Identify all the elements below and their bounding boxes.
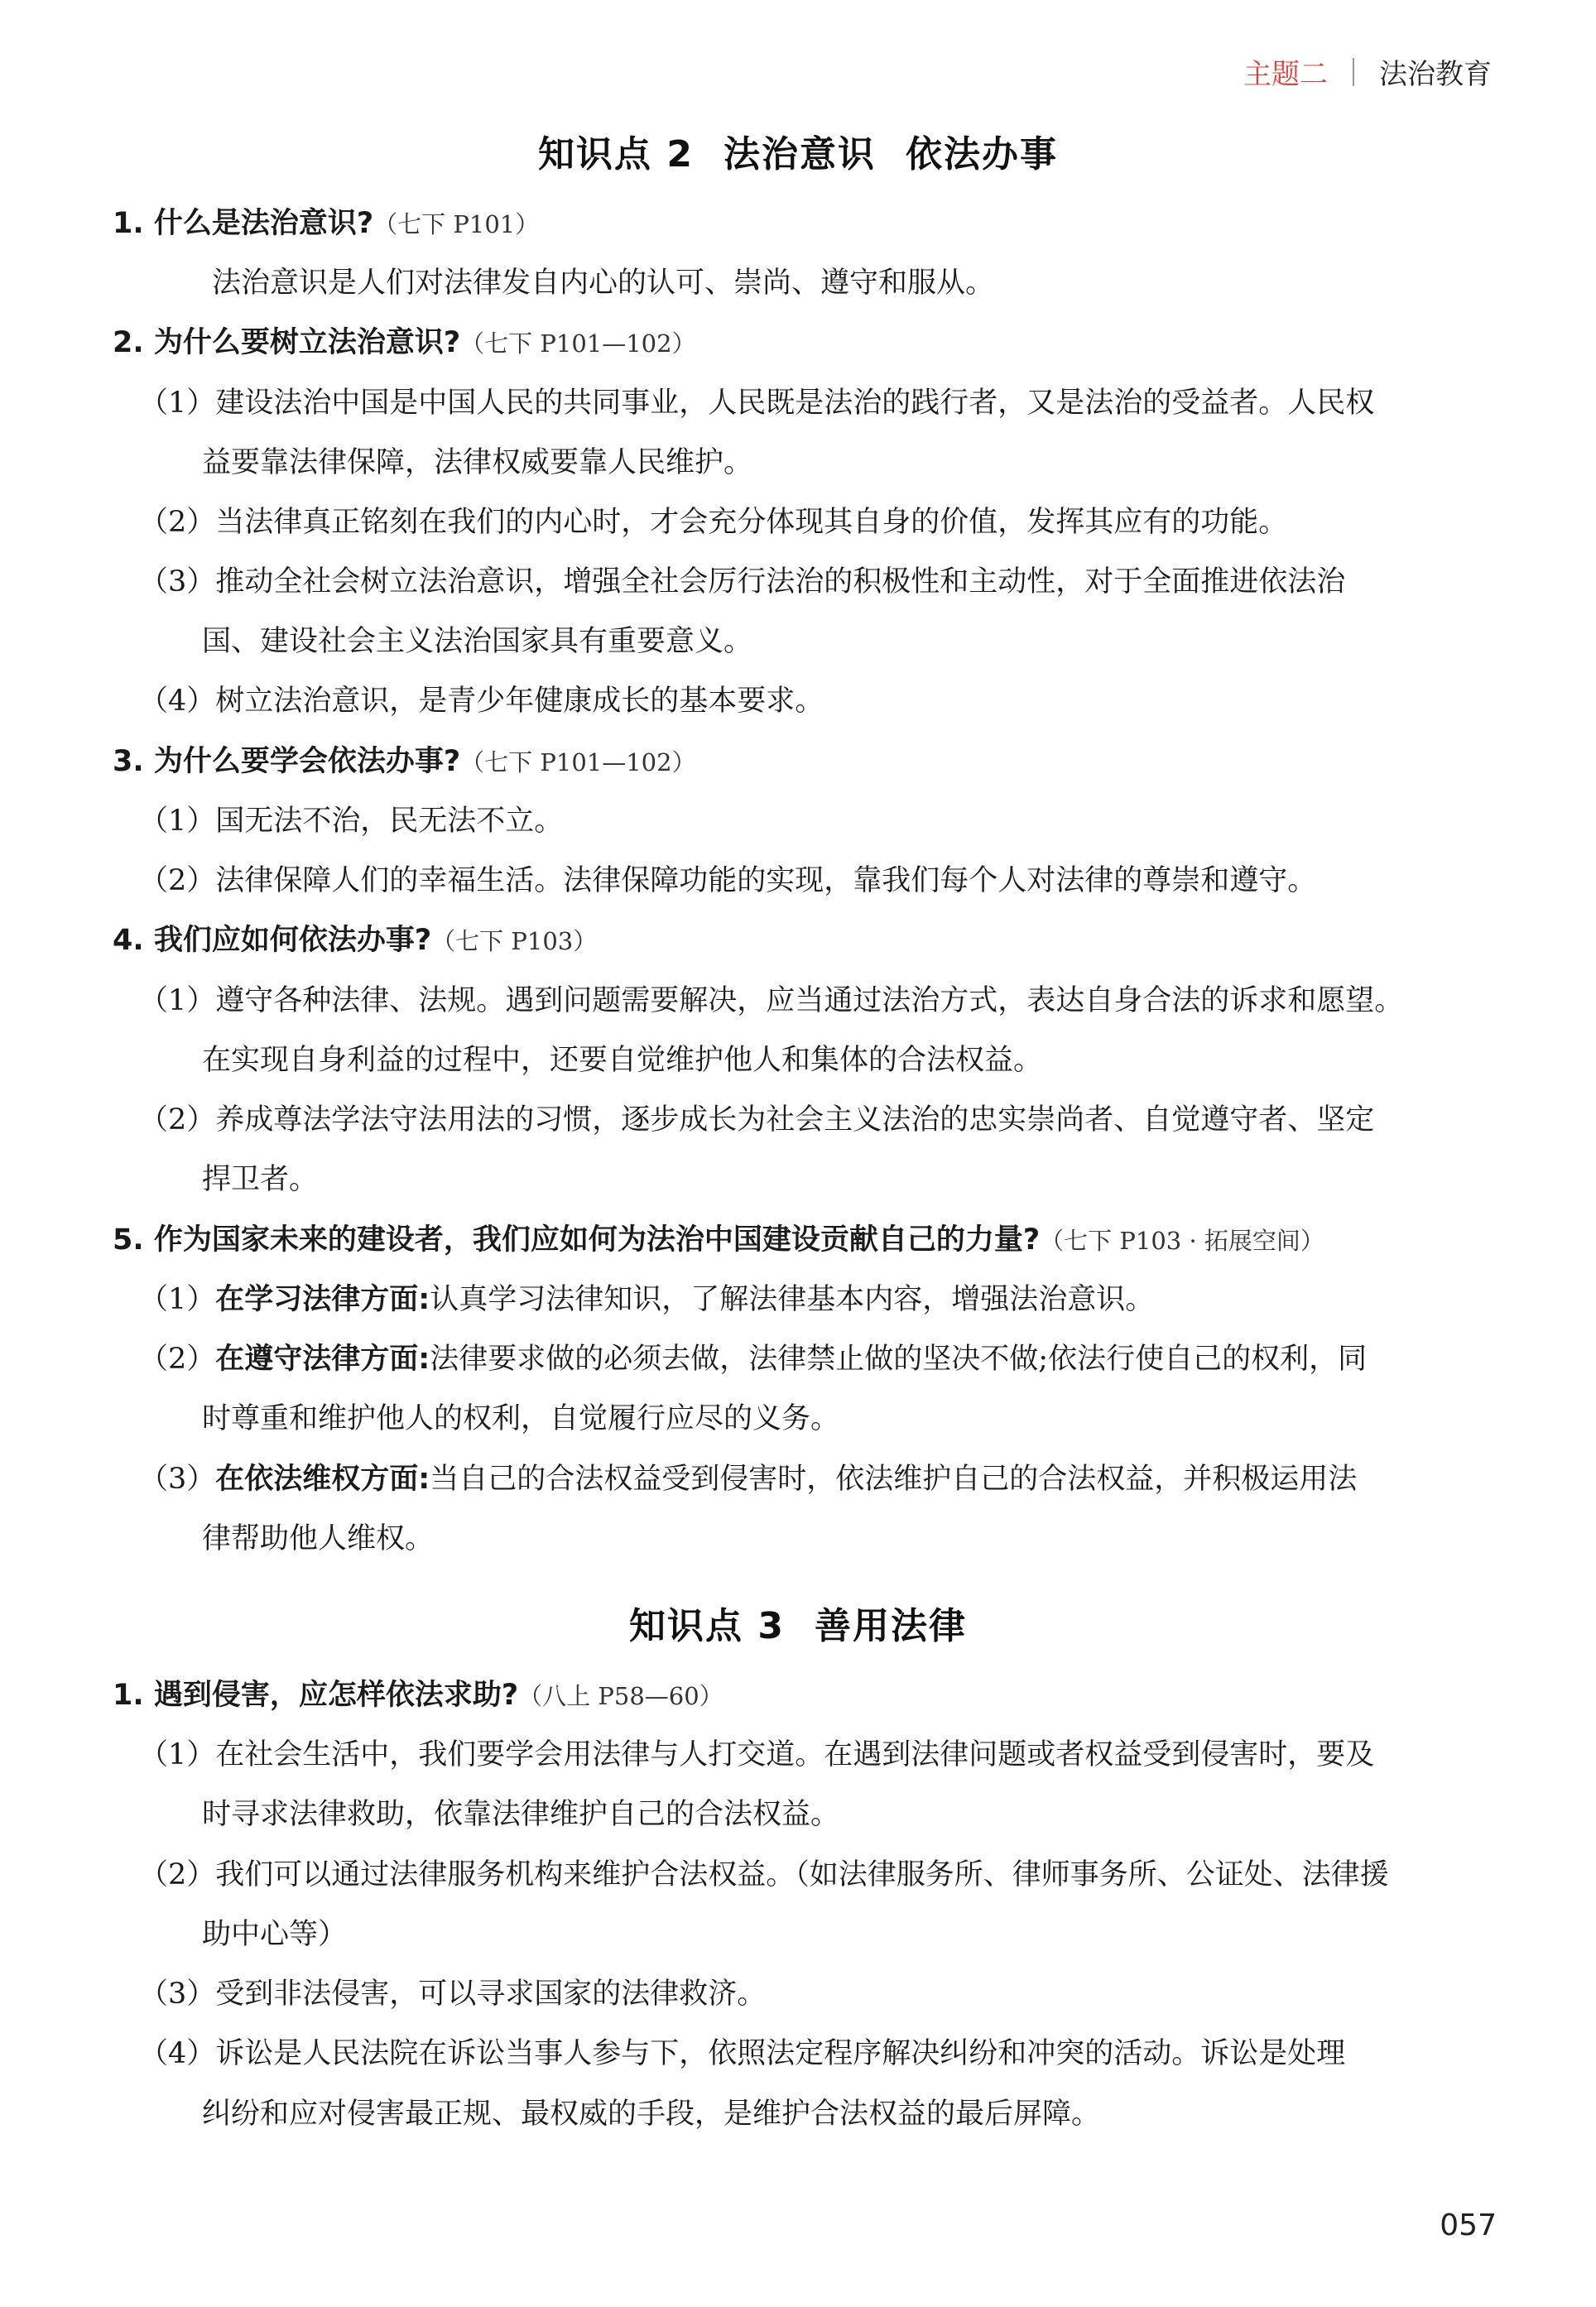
answer-item: （3）受到非法侵害，可以寻求国家的法律救济。 — [139, 1978, 767, 2011]
answer-item-continued: 益要靠法律保障，法律权威要靠人民维护。 — [202, 446, 753, 479]
page-number: 057 — [1440, 2208, 1497, 2242]
answer-item: （1）在学习法律方面:认真学习法律知识，了解法律基本内容，增强法治意识。 — [139, 1283, 1155, 1316]
header-theme: 主题二 — [1243, 58, 1328, 91]
header-topic: 法治教育 — [1379, 58, 1492, 91]
answer-item: （4）树立法治意识，是青少年健康成长的基本要求。 — [139, 685, 824, 718]
answer-item: （2）在遵守法律方面:法律要求做的必须去做，法律禁止做的坚决不做;依法行使自己的权利，同 — [139, 1343, 1368, 1376]
answer-item: （1）建设法治中国是中国人民的共同事业，人民既是法治的践行者，又是法治的受益者。人民权 — [139, 387, 1375, 420]
question-heading: 5. 作为国家未来的建设者，我们应如何为法治中国建设贡献自己的力量?（七下 P103 · 拓展空间） — [113, 1223, 1324, 1257]
answer-text: 法治意识是人们对法律发自内心的认可、崇尚、遵守和服从。 — [212, 267, 995, 300]
answer-item-continued: 助中心等） — [202, 1918, 348, 1951]
answer-item-continued: 时尊重和维护他人的权利，自觉履行应尽的义务。 — [202, 1402, 840, 1435]
answer-item-continued: 律帮助他人维权。 — [202, 1522, 435, 1555]
answer-item: （1）国无法不治，民无法不立。 — [139, 805, 564, 838]
section-title-knowledge-3: 知识点 3 善用法律 — [629, 1605, 967, 1647]
answer-item: （2）我们可以通过法律服务机构来维护合法权益。（如法律服务所、律师事务所、公证处、法律援 — [139, 1858, 1389, 1891]
question-heading: 3. 为什么要学会依法办事?（七下 P101—102） — [113, 745, 696, 778]
question-heading: 1. 遇到侵害，应怎样依法求助?（八上 P58—60） — [113, 1679, 723, 1712]
answer-item: （4）诉讼是人民法院在诉讼当事人参与下，依照法定程序解决纠纷和冲突的活动。诉讼是处理 — [139, 2037, 1346, 2070]
answer-item: （1）在社会生活中，我们要学会用法律与人打交道。在遇到法律问题或者权益受到侵害时，要及 — [139, 1738, 1375, 1771]
question-heading: 1. 什么是法治意识?（七下 P101） — [113, 207, 540, 240]
answer-item-continued: 在实现自身利益的过程中，还要自觉维护他人和集体的合法权益。 — [202, 1044, 1043, 1077]
answer-item-continued: 国、建设社会主义法治国家具有重要意义。 — [202, 625, 753, 658]
answer-item: （2）法律保障人们的幸福生活。法律保障功能的实现，靠我们每个人对法律的尊崇和遵守。 — [139, 864, 1317, 897]
answer-item: （2）养成尊法学法守法用法的习惯，逐步成长为社会主义法治的忠实崇尚者、自觉遵守者、坚定 — [139, 1103, 1375, 1137]
answer-item-continued: 时寻求法律救助，依靠法律维护自己的合法权益。 — [202, 1798, 840, 1831]
question-heading: 4. 我们应如何依法办事?（七下 P103） — [113, 924, 598, 957]
question-heading: 2. 为什么要树立法治意识?（七下 P101—102） — [113, 326, 696, 359]
answer-item: （1）遵守各种法律、法规。遇到问题需要解决，应当通过法治方式，表达自身合法的诉求和愿望。 — [139, 984, 1404, 1017]
answer-item: （2）当法律真正铭刻在我们的内心时，才会充分体现其自身的价值，发挥其应有的功能。 — [139, 506, 1288, 539]
running-header — [1243, 51, 1492, 92]
header-divider — [1353, 58, 1354, 86]
answer-item: （3）推动全社会树立法治意识，增强全社会厉行法治的积极性和主动性，对于全面推进依法治 — [139, 565, 1346, 598]
answer-item-continued: 捍卫者。 — [202, 1163, 319, 1196]
answer-item: （3）在依法维权方面:当自己的合法权益受到侵害时，依法维护自己的合法权益，并积极运用法 — [139, 1463, 1358, 1496]
answer-item-continued: 纠纷和应对侵害最正规、最权威的手段，是维护合法权益的最后屏障。 — [202, 2098, 1101, 2131]
section-title-knowledge-2: 知识点 2 法治意识 依法办事 — [538, 133, 1058, 175]
